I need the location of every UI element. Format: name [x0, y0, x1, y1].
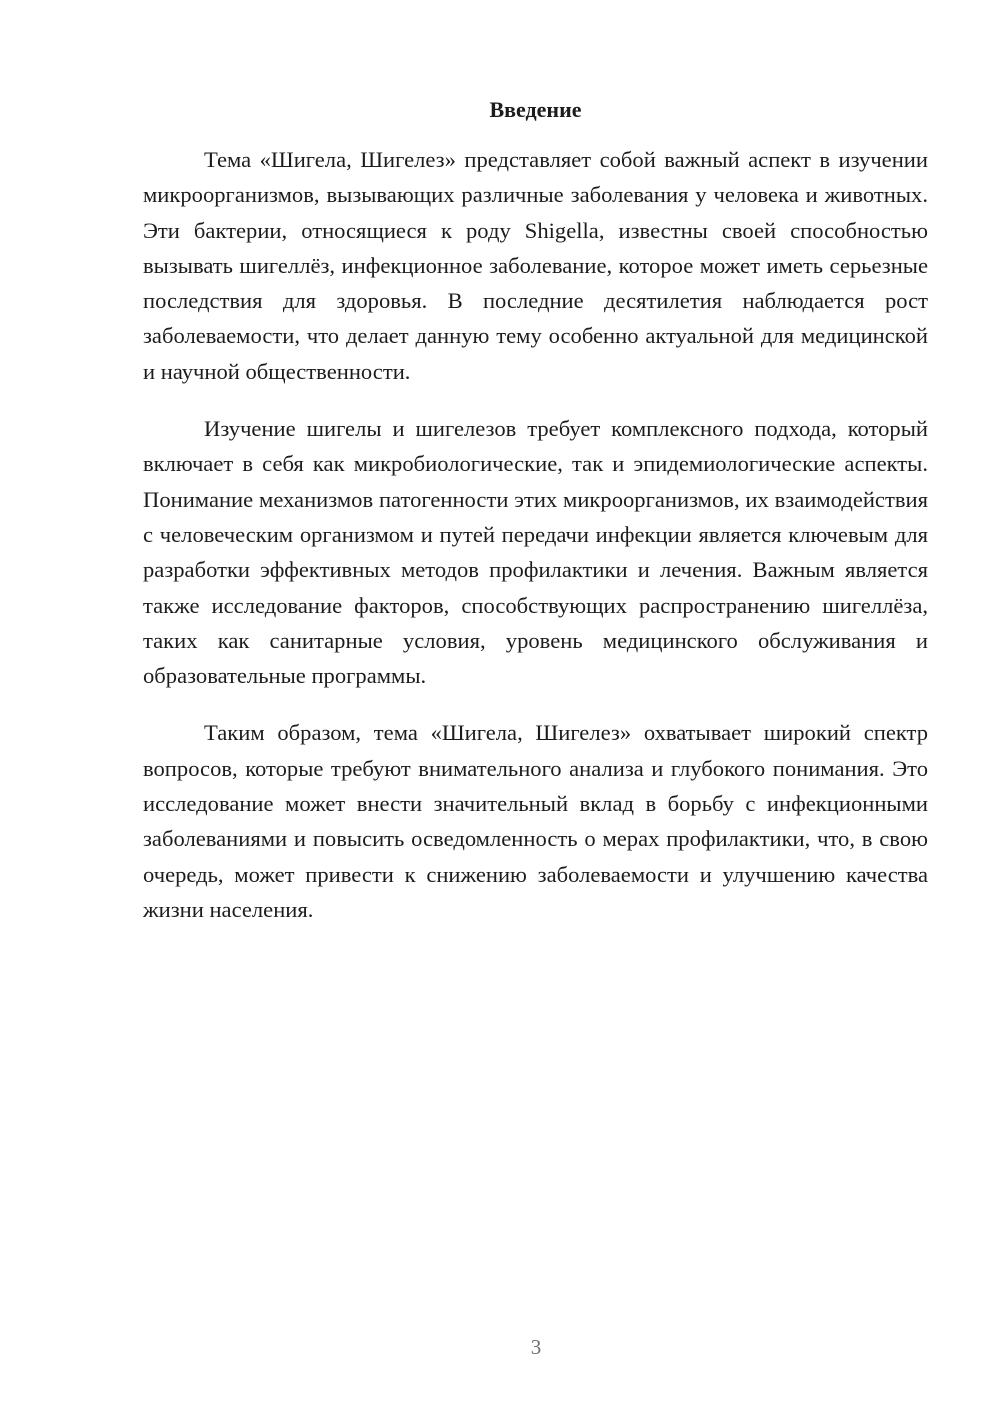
page-number: 3: [530, 1335, 542, 1359]
paragraph-2: Изучение шигелы и шигелезов требует комплексного подхода, который включает в себя как микробиологические, так и эпидемиологические аспекты. Понимание механизмов патогенности этих микроорганизмов, их взаимодействия с человеческим организмом и путей передачи инфекции является ключевым для разработки эффективных методов профилактики и лечения. Важным является также исследование факторов, способствующих распространению шигеллёза, таких как санитарные условия, уровень медицинского обслуживания и образовательные программы.: [143, 416, 928, 689]
paragraph-1: Тема «Шигела, Шигелез» представляет собой важный аспект в изучении микроорганизмов, вызывающих различные заболевания у человека и животных. Эти бактерии, относящиеся к роду Shigella, известны своей способностью вызывать шигеллёз, инфекционное заболевание, которое может иметь серьезные последствия для здоровья. В последние десятилетия наблюдается рост заболеваемости, что делает данную тему особенно актуальной для медицинской и научной общественности.: [143, 147, 928, 384]
section-heading: Введение: [489, 97, 582, 122]
page-content: [143, 95, 928, 949]
paragraph-3: Таким образом, тема «Шигела, Шигелез» охватывает широкий спектр вопросов, которые требуют внимательного анализа и глубокого понимания. Это исследование может внести значительный вклад в борьбу с инфекционными заболеваниями и повысить осведомленность о мерах профилактики, что, в свою очередь, может привести к снижению заболеваемости и улучшению качества жизни населения.: [143, 720, 928, 922]
